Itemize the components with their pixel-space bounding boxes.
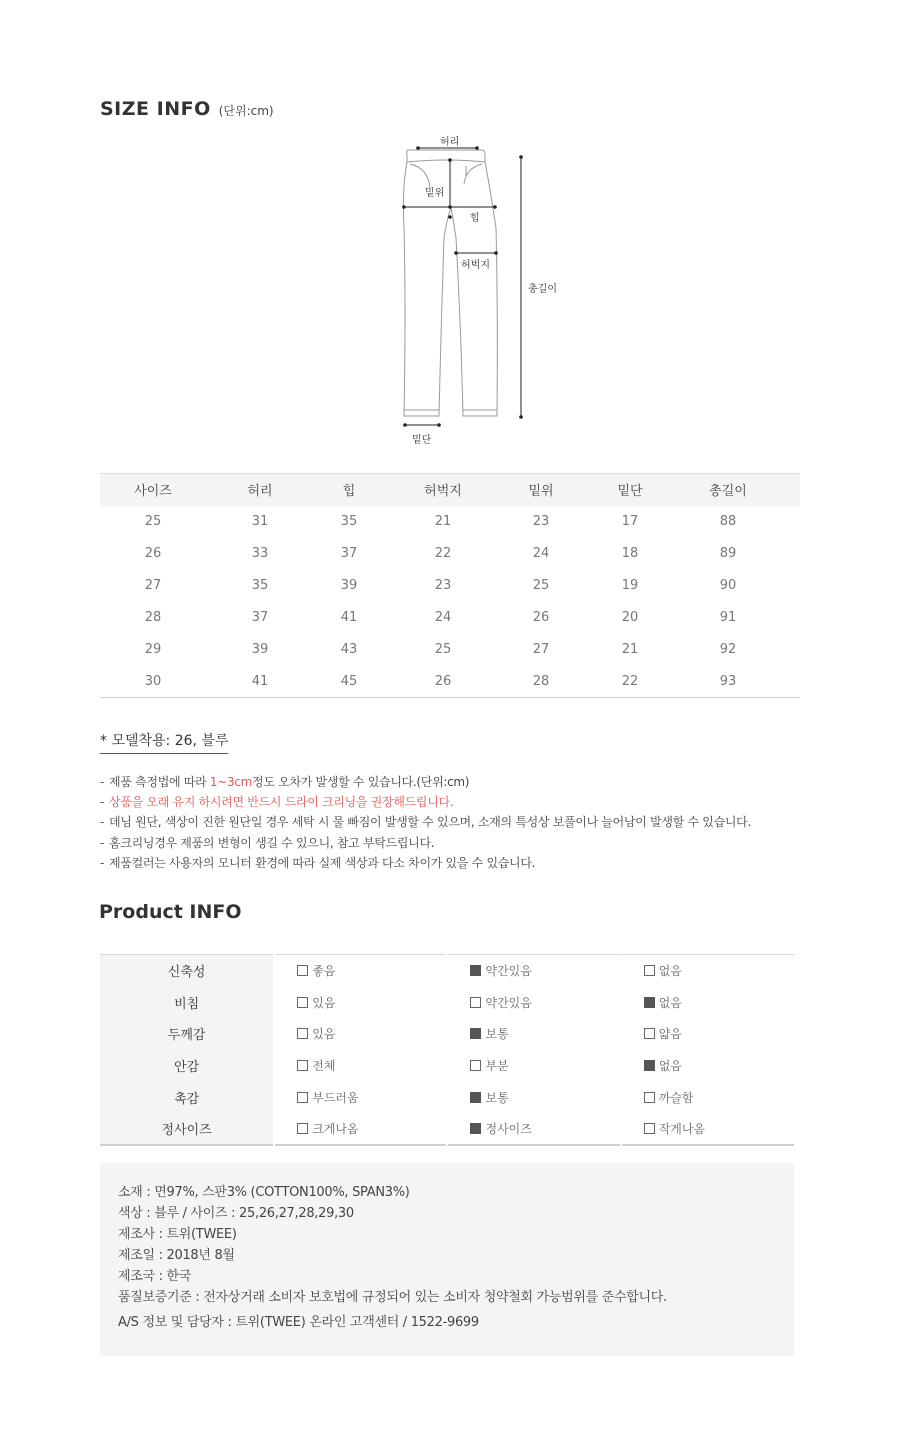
size-info-heading bbox=[100, 98, 274, 120]
unchecked-box-icon bbox=[297, 1060, 308, 1071]
table-cell: 33 bbox=[251, 546, 269, 561]
note-text: 데님 원단, 색상이 진한 원단일 경우 세탁 시 물 빠짐이 발생할 수 있으며, 소재의 특성상 보풀이나 늘어남이 발생할 수 있습니다. bbox=[109, 815, 751, 830]
attribute-option bbox=[447, 1018, 620, 1050]
table-row bbox=[100, 1113, 794, 1145]
attribute-option bbox=[447, 1050, 620, 1082]
table-cell: 23 bbox=[434, 578, 452, 593]
option-label: 좋음 bbox=[312, 964, 336, 979]
table-cell-spacer bbox=[776, 538, 800, 570]
table-row bbox=[100, 506, 800, 538]
table-cell: 37 bbox=[340, 546, 358, 561]
table-row bbox=[100, 986, 794, 1018]
pants-outline-drawing bbox=[390, 128, 590, 450]
checked-box-icon bbox=[644, 1060, 655, 1071]
table-row bbox=[100, 1050, 794, 1082]
table-cell: 35 bbox=[340, 514, 358, 529]
table-cell-spacer bbox=[776, 634, 800, 666]
attribute-option bbox=[274, 986, 447, 1018]
unchecked-box-icon bbox=[644, 1028, 655, 1039]
option-label: 부분 bbox=[485, 1059, 509, 1074]
attribute-option bbox=[621, 986, 794, 1018]
option-label: 전체 bbox=[312, 1059, 336, 1074]
table-cell: 30 bbox=[144, 673, 162, 689]
table-cell: 45 bbox=[340, 673, 358, 689]
attribute-option bbox=[621, 1050, 794, 1082]
table-cell: 41 bbox=[251, 673, 269, 689]
unchecked-box-icon bbox=[644, 1123, 655, 1134]
product-details-box bbox=[100, 1163, 794, 1356]
table-cell: 26 bbox=[144, 546, 162, 561]
detail-manufacturer: 제조사 : 트위(TWEE) bbox=[118, 1227, 237, 1242]
size-table-header: 총길이 bbox=[680, 474, 776, 506]
table-cell: 41 bbox=[340, 610, 358, 625]
table-cell: 29 bbox=[144, 642, 162, 657]
note-dash: - bbox=[100, 855, 105, 870]
table-cell: 22 bbox=[434, 546, 452, 561]
option-label: 없음 bbox=[658, 964, 682, 979]
checked-box-icon bbox=[470, 1028, 481, 1039]
note-text: 제품컬러는 사용자의 모니터 환경에 따라 실제 색상과 다소 차이가 있을 수 있습니다. bbox=[109, 855, 536, 870]
list-item bbox=[100, 792, 751, 812]
attribute-option bbox=[274, 1050, 447, 1082]
checked-box-icon bbox=[644, 997, 655, 1008]
table-cell: 25 bbox=[532, 578, 550, 593]
table-cell: 27 bbox=[144, 578, 162, 593]
table-row bbox=[100, 1018, 794, 1050]
unchecked-box-icon bbox=[297, 1123, 308, 1134]
table-cell: 27 bbox=[532, 642, 550, 657]
size-table-header: 밑단 bbox=[580, 474, 680, 506]
table-cell: 43 bbox=[340, 642, 358, 657]
option-label: 있음 bbox=[312, 995, 336, 1010]
table-cell: 90 bbox=[719, 578, 737, 593]
unchecked-box-icon bbox=[470, 997, 481, 1008]
note-highlight: 1~3cm bbox=[209, 775, 253, 789]
list-item bbox=[100, 772, 751, 792]
attribute-label: 신축성 bbox=[100, 955, 274, 987]
note-dash: - bbox=[100, 795, 105, 810]
table-cell: 26 bbox=[532, 610, 550, 625]
table-cell: 25 bbox=[434, 642, 452, 657]
table-row bbox=[100, 634, 800, 666]
model-wearing-note: * 모델착용: 26, 블루 bbox=[100, 730, 228, 754]
attribute-label: 비침 bbox=[100, 986, 274, 1018]
attribute-option bbox=[447, 1113, 620, 1145]
attribute-option bbox=[621, 955, 794, 987]
note-text-highlight: 상품을 오래 유지 하시려면 반드시 드라이 크리닝을 권장해드립니다. bbox=[109, 795, 454, 810]
table-row bbox=[100, 602, 800, 634]
table-cell: 39 bbox=[340, 578, 358, 593]
list-item bbox=[100, 812, 751, 832]
list-item bbox=[100, 833, 751, 853]
table-cell: 26 bbox=[434, 673, 452, 689]
table-cell: 17 bbox=[621, 514, 639, 529]
option-label: 약간있음 bbox=[485, 995, 532, 1010]
unchecked-box-icon bbox=[297, 1092, 308, 1103]
table-cell: 89 bbox=[719, 546, 737, 561]
attribute-label: 안감 bbox=[100, 1050, 274, 1082]
checked-box-icon bbox=[470, 1092, 481, 1103]
table-cell: 25 bbox=[144, 514, 162, 529]
table-row bbox=[100, 1082, 794, 1114]
option-label: 크게나옴 bbox=[312, 1122, 359, 1137]
option-label: 없음 bbox=[658, 995, 682, 1010]
option-label: 작게나옴 bbox=[658, 1122, 706, 1137]
attribute-option bbox=[274, 1018, 447, 1050]
attribute-option bbox=[621, 1113, 794, 1145]
table-cell: 23 bbox=[532, 514, 550, 529]
table-row bbox=[100, 570, 800, 602]
size-info-title: SIZE INFO bbox=[100, 98, 211, 120]
size-info-unit: (단위:cm) bbox=[218, 104, 274, 118]
attribute-option bbox=[447, 1082, 620, 1114]
diagram-label-hip: 힙 bbox=[470, 213, 480, 224]
size-table-header-spacer bbox=[776, 474, 800, 506]
size-table-header: 밑위 bbox=[502, 474, 580, 506]
attribute-label: 정사이즈 bbox=[100, 1113, 274, 1145]
table-row bbox=[100, 666, 800, 698]
size-table-header-row bbox=[100, 474, 800, 506]
unchecked-box-icon bbox=[297, 997, 308, 1008]
unchecked-box-icon bbox=[297, 965, 308, 976]
note-text: 홈크리닝경우 제품의 변형이 생길 수 있으니, 참고 부탁드립니다. bbox=[109, 835, 435, 850]
checked-box-icon bbox=[470, 965, 481, 976]
note-dash: - bbox=[100, 835, 105, 850]
size-table-header: 사이즈 bbox=[100, 474, 206, 506]
table-cell: 19 bbox=[621, 578, 639, 593]
list-item bbox=[100, 853, 751, 873]
option-label: 부드러움 bbox=[312, 1091, 359, 1106]
table-cell: 37 bbox=[251, 610, 269, 625]
table-cell: 24 bbox=[532, 546, 550, 561]
table-cell: 92 bbox=[719, 642, 737, 657]
diagram-label-thigh: 허벅지 bbox=[461, 260, 490, 271]
attribute-option bbox=[447, 955, 620, 987]
product-info-title: Product INFO bbox=[99, 901, 242, 923]
detail-warranty: 품질보증기준 : 전자상거래 소비자 보호법에 규정되어 있는 소비자 청약철회 가능범위를 준수합니다. bbox=[118, 1290, 667, 1305]
size-table-header: 힙 bbox=[314, 474, 384, 506]
diagram-label-waist: 허리 bbox=[440, 137, 460, 148]
detail-country: 제조국 : 한국 bbox=[118, 1269, 192, 1284]
table-cell: 24 bbox=[434, 610, 452, 625]
table-cell: 18 bbox=[621, 546, 639, 561]
attribute-label: 촉감 bbox=[100, 1082, 274, 1114]
table-cell: 22 bbox=[621, 673, 639, 689]
unchecked-box-icon bbox=[644, 965, 655, 976]
option-label: 없음 bbox=[658, 1059, 682, 1074]
size-table-header: 허벅지 bbox=[384, 474, 502, 506]
table-cell: 35 bbox=[251, 578, 269, 593]
diagram-label-hem: 밑단 bbox=[412, 435, 432, 446]
attribute-label: 두께감 bbox=[100, 1018, 274, 1050]
detail-material: 소재 : 면97%, 스판3% (COTTON100%, SPAN3%) bbox=[118, 1185, 410, 1200]
size-table bbox=[100, 473, 800, 698]
checked-box-icon bbox=[470, 1123, 481, 1134]
table-cell: 91 bbox=[719, 610, 737, 625]
note-dash: - bbox=[100, 815, 105, 830]
product-info-table bbox=[100, 954, 794, 1146]
option-label: 보통 bbox=[485, 1091, 509, 1106]
table-row bbox=[100, 955, 794, 987]
option-label: 있음 bbox=[312, 1027, 336, 1042]
note-dash: - bbox=[100, 775, 105, 789]
unchecked-box-icon bbox=[644, 1092, 655, 1103]
table-cell: 88 bbox=[719, 514, 737, 529]
size-table-header: 허리 bbox=[206, 474, 314, 506]
table-cell: 93 bbox=[719, 673, 737, 689]
diagram-label-length: 총길이 bbox=[528, 284, 557, 295]
pants-measurement-diagram bbox=[390, 128, 590, 450]
table-row bbox=[100, 538, 800, 570]
attribute-option bbox=[621, 1082, 794, 1114]
note-text: 정도 오차가 발생할 수 있습니다.(단위:cm) bbox=[252, 775, 470, 789]
option-label: 정사이즈 bbox=[485, 1122, 532, 1137]
option-label: 보통 bbox=[485, 1027, 509, 1042]
unchecked-box-icon bbox=[297, 1028, 308, 1039]
table-cell: 21 bbox=[621, 642, 639, 657]
product-info-body bbox=[100, 955, 794, 1146]
table-cell: 31 bbox=[251, 514, 269, 529]
option-label: 까슬함 bbox=[658, 1091, 694, 1106]
table-cell: 28 bbox=[532, 673, 550, 689]
attribute-option bbox=[274, 1082, 447, 1114]
attribute-option bbox=[447, 986, 620, 1018]
attribute-option bbox=[274, 1113, 447, 1145]
attribute-option bbox=[621, 1018, 794, 1050]
option-label: 얇음 bbox=[658, 1027, 682, 1042]
table-cell: 39 bbox=[251, 642, 269, 657]
table-cell-spacer bbox=[776, 506, 800, 538]
care-notes-list bbox=[100, 772, 751, 873]
detail-date: 제조일 : 2018년 8월 bbox=[118, 1248, 235, 1263]
table-cell-spacer bbox=[776, 570, 800, 602]
note-text: 제품 측정법에 따라 bbox=[109, 775, 210, 789]
option-label: 약간있음 bbox=[485, 964, 532, 979]
table-cell-spacer bbox=[776, 666, 800, 698]
table-cell: 21 bbox=[434, 514, 452, 529]
unchecked-box-icon bbox=[470, 1060, 481, 1071]
diagram-label-rise: 밑위 bbox=[425, 188, 445, 199]
table-cell-spacer bbox=[776, 602, 800, 634]
table-cell: 20 bbox=[621, 610, 639, 625]
detail-color-size: 색상 : 블루 / 사이즈 : 25,26,27,28,29,30 bbox=[118, 1206, 354, 1221]
detail-as-info: A/S 정보 및 담당자 : 트위(TWEE) 온라인 고객센터 / 1522-9699 bbox=[118, 1315, 479, 1330]
attribute-option bbox=[274, 955, 447, 987]
table-cell: 28 bbox=[144, 610, 162, 625]
